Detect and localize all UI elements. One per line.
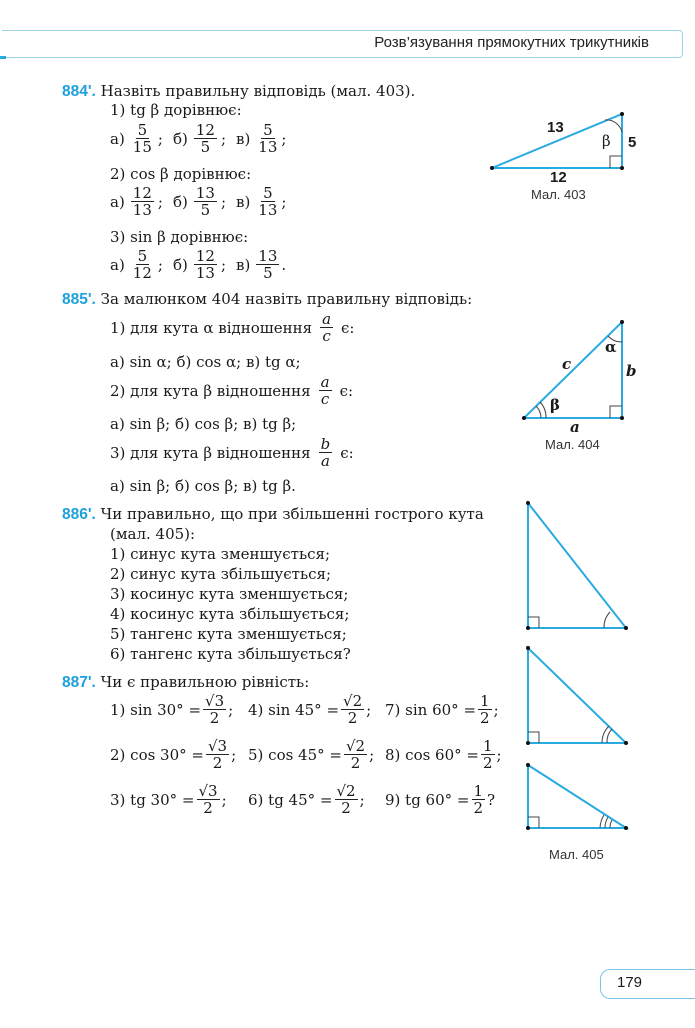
fraction: $\frac{1}{2}$ — [473, 782, 484, 817]
equality-2: 2) cos 30° = $\frac{√3}{2}$ ; — [110, 737, 237, 772]
fraction: $\frac{√3}{2}$ — [205, 692, 225, 727]
list-item: 3) косинус кута зменшується; — [110, 585, 349, 603]
equality-5: 5) cos 45° = $\frac{√2}{2}$ ; — [248, 737, 375, 772]
885-answers-3: а) sin β; б) cos β; в) tg β. — [110, 477, 296, 495]
equality-9: 9) tg 60° = $\frac{1}{2}$ ? — [385, 782, 496, 817]
list-item: 5) тангенс кута зменшується; — [110, 625, 347, 643]
fraction: $\frac{√2}{2}$ — [343, 692, 363, 727]
fig404-c-label: c — [562, 355, 572, 373]
fig404-alpha-label: α — [605, 338, 617, 356]
list-item: 1) синус кута зменшується; — [110, 545, 331, 563]
problem-text: Чи є правильною рівність: — [100, 673, 310, 691]
problem-text: Чи правильно, що при збільшенні гострого кута — [100, 505, 484, 523]
fig403-base-label: 12 — [550, 169, 567, 186]
fig403-angle-label: β — [602, 132, 611, 150]
list-item: 2) синус кута збільшується; — [110, 565, 332, 583]
fraction: $\frac{1}{2}$ — [482, 737, 493, 772]
fig404-a-label: a — [570, 418, 580, 436]
fraction: $\frac{5}{15}$ — [132, 121, 152, 156]
page-number-box — [600, 969, 695, 999]
list-item: 6) тангенс кута збільшується? — [110, 645, 351, 663]
fraction: $\frac{13}{5}$ — [195, 184, 215, 219]
fraction: $\frac{12}{13}$ — [195, 247, 215, 282]
problem-number: 884'. — [62, 83, 96, 100]
fraction: $\frac{√3}{2}$ — [198, 782, 218, 817]
fraction: $\frac{5}{13}$ — [258, 121, 278, 156]
equality-3: 3) tg 30° = $\frac{√3}{2}$ ; — [110, 782, 227, 817]
fraction: $\frac{√3}{2}$ — [207, 737, 228, 772]
fig404-caption: Мал. 404 — [545, 437, 600, 452]
page-header-title: Розв’язування прямокутних трикутників — [374, 34, 649, 51]
fraction: $\frac{a}{c}$ — [320, 373, 330, 408]
fraction: $\frac{1}{2}$ — [480, 692, 490, 727]
fraction: $\frac{√2}{2}$ — [345, 737, 366, 772]
885-answers-1: а) sin α; б) cos α; в) tg α; — [110, 353, 301, 371]
page-number: 179 — [617, 974, 643, 991]
885-question-1: 1) для кута α відношення $\frac{a}{c}$ є: — [110, 310, 355, 345]
fraction: $\frac{5}{13}$ — [258, 184, 278, 219]
answers-row-3: а) $\frac{5}{12}$ ; б) $\frac{12}{13}$ ; в) $\frac{13}{5}$ . — [110, 247, 287, 282]
problem-number: 887'. — [62, 674, 96, 691]
problem-text: Назвіть правильну відповідь (мал. 403). — [100, 82, 416, 100]
problem-number: 886'. — [62, 506, 96, 523]
problem-886-line2: (мал. 405): — [110, 525, 196, 543]
fraction: $\frac{a}{c}$ — [322, 310, 332, 345]
fig403-vert-label: 5 — [628, 134, 637, 151]
list-item: 4) косинус кута збільшується; — [110, 605, 350, 623]
equality-7: 7) sin 60° = $\frac{1}{2}$ ; — [385, 692, 499, 727]
equality-1: 1) sin 30° = $\frac{√3}{2}$ ; — [110, 692, 234, 727]
problem-887 — [62, 673, 309, 692]
label-v: в) — [236, 129, 251, 148]
fraction: $\frac{12}{5}$ — [195, 121, 215, 156]
fraction: $\frac{5}{12}$ — [132, 247, 152, 282]
fig404-b-label: b — [626, 362, 637, 380]
fraction: $\frac{13}{5}$ — [258, 247, 278, 282]
equality-4: 4) sin 45° = $\frac{√2}{2}$ ; — [248, 692, 372, 727]
fig403-caption: Мал. 403 — [531, 187, 586, 202]
question-3: 3) sin β дорівнює: — [110, 228, 249, 246]
fraction: $\frac{12}{13}$ — [132, 184, 152, 219]
problem-text: За малюнком 404 назвіть правильну відповідь: — [100, 290, 473, 308]
label-a: а) — [110, 129, 125, 148]
fraction: $\frac{b}{a}$ — [320, 435, 331, 470]
fraction: $\frac{√2}{2}$ — [336, 782, 356, 817]
answers-row-1: а) $\frac{5}{15}$ ; б) $\frac{12}{5}$ ; в) $\frac{5}{13}$ ; — [110, 121, 287, 156]
equality-6: 6) tg 45° = $\frac{√2}{2}$ ; — [248, 782, 365, 817]
label-b: б) — [172, 129, 188, 148]
fig403-hyp-label: 13 — [547, 119, 564, 136]
fig405-caption: Мал. 405 — [549, 847, 604, 862]
problem-number: 885'. — [62, 291, 96, 308]
885-answers-2: а) sin β; б) cos β; в) tg β; — [110, 415, 297, 433]
885-question-3: 3) для кута β відношення $\frac{b}{a}$ є: — [110, 435, 354, 470]
answers-row-2: а) $\frac{12}{13}$ ; б) $\frac{13}{5}$ ; в) $\frac{5}{13}$ ; — [110, 184, 287, 219]
885-question-2: 2) для кута β відношення $\frac{a}{c}$ є: — [110, 373, 354, 408]
equality-8: 8) cos 60° = $\frac{1}{2}$ ; — [385, 737, 502, 772]
question-2: 2) cos β дорівнює: — [110, 165, 252, 183]
fig404-beta-label: β — [550, 396, 560, 414]
question-1: 1) tg β дорівнює: — [110, 101, 242, 119]
